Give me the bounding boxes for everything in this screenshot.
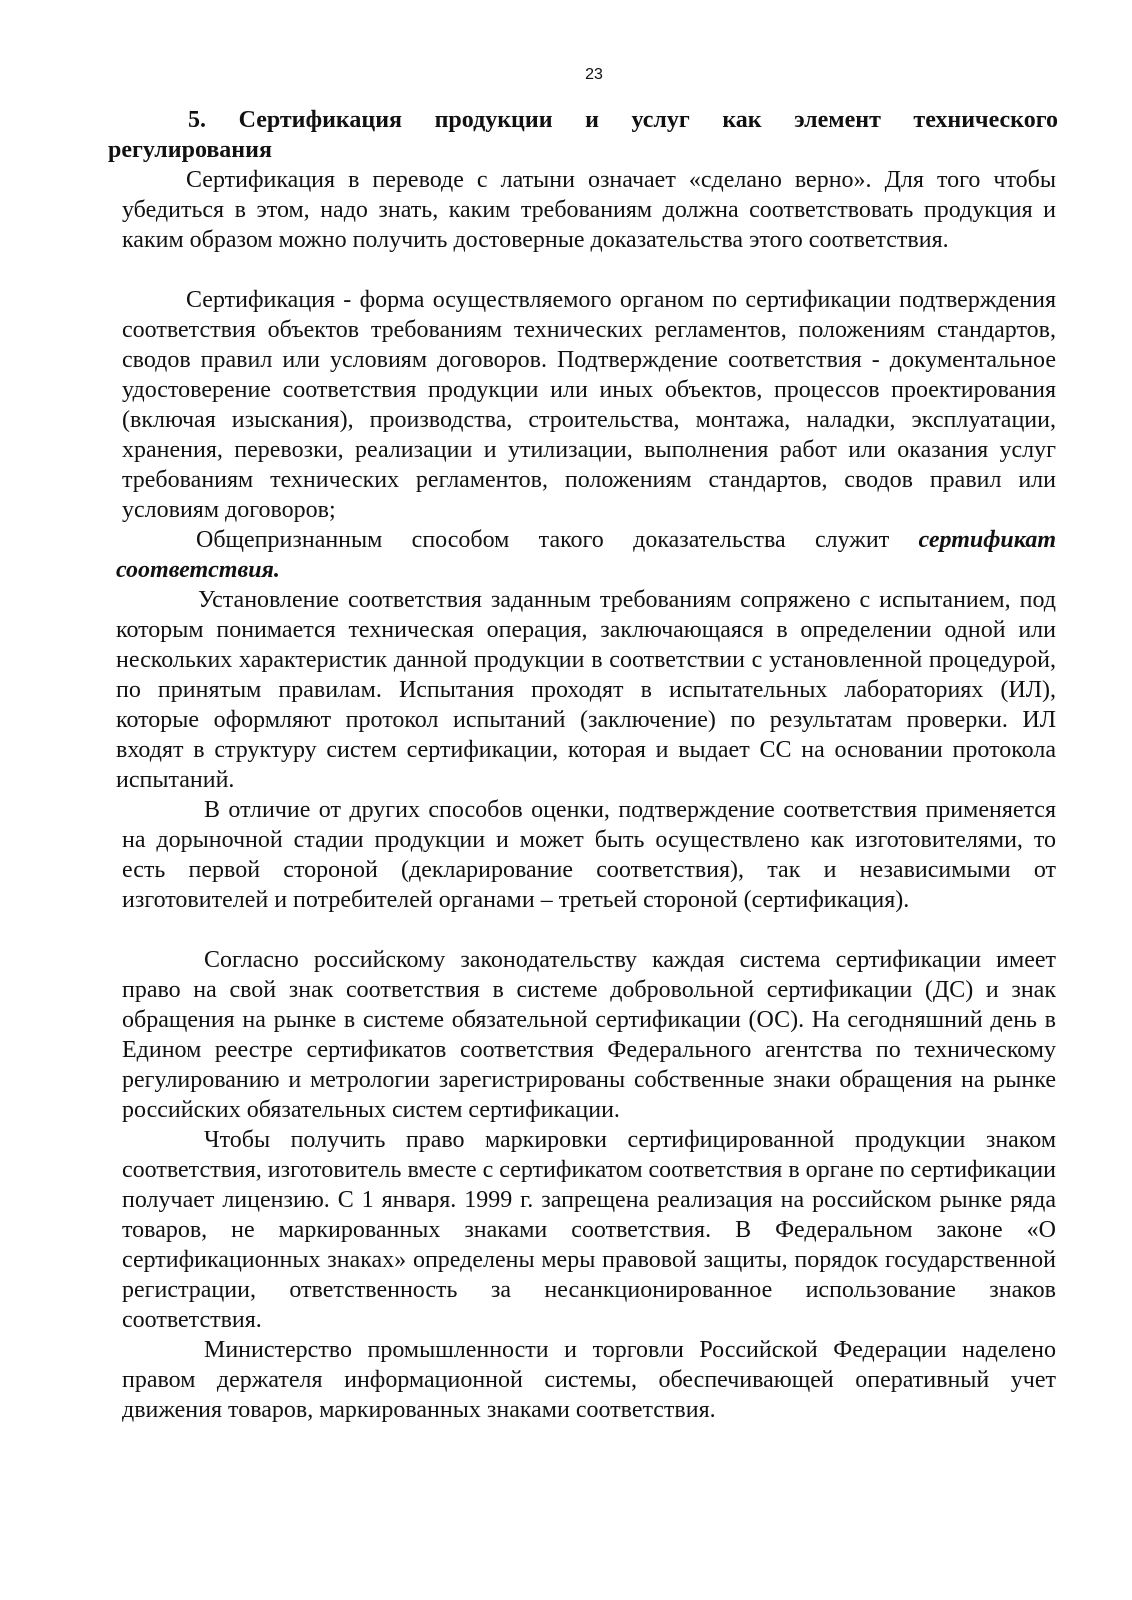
paragraph-1: Сертификация в переводе с латыни означает «сделано верно». Для того чтобы убедиться в этом, надо знать, каким требованиям должна соответствовать продукция и каким образом можно получить достоверные доказательства этого соответствия. [122, 167, 1056, 253]
paragraph-4: Установление соответствия заданным требованиям сопряжено с испытанием, под которым понимается техническая операция, заключающаяся в определении одной или нескольких характеристик данной продукции в соответствии с установленной процедурой, по принятым правилам. Испытания проходят в испытательных лабораториях (ИЛ), которые оформляют протокол испытаний (заключение) по результатам проверки. ИЛ входят в структуру систем сертификации, которая и выдает СС на основании протокола испытаний. [116, 587, 1056, 793]
paragraph-3-block [116, 525, 1056, 585]
paragraph-1-block [122, 165, 1056, 255]
section-heading-line-1: 5. Сертификация продукции и услуг как элемент технического [188, 107, 1058, 133]
paragraph-8: Министерство промышленности и торговли Российской Федерации наделено правом держателя информационной системы, обеспечивающей оперативный учет движения товаров, маркированных знаками соответствия. [122, 1337, 1056, 1423]
paragraph-8-block [122, 1335, 1056, 1425]
paragraph-2-block [122, 285, 1056, 525]
paragraph-4-block [116, 585, 1056, 795]
paragraph-7-block [122, 1125, 1056, 1335]
section-heading [108, 105, 1058, 165]
paragraph-3 [116, 525, 1056, 585]
paragraph-6: Согласно российскому законодательству каждая система сертификации имеет право на свой знак соответствия в системе добровольной сертификации (ДС) и знак обращения на рынке в системе обязательной сертификации (ОС). На сегодняшний день в Едином реестре сертификатов соответствия Федерального агентства по техническому регулированию и метрологии зарегистрированы собственные знаки обращения на рынке российских обязательных систем сертификации. [122, 947, 1056, 1123]
paragraph-6-block [122, 945, 1056, 1125]
paragraph-5-block [122, 795, 1056, 915]
page-number: 23 [585, 66, 603, 83]
paragraph-2: Сертификация - форма осуществляемого органом по сертификации подтверждения соответствия объектов требованиям технических регламентов, положениям стандартов, сводов правил или условиям договоров. Подтверждение соответствия - документальное удостоверение соответствия продукции или иных объектов, процессов проектирования (включая изыскания), производства, строительства, монтажа, наладки, эксплуатации, хранения, перевозки, реализации и утилизации, выполнения работ или оказания услуг требованиям технических регламентов, положениям стандартов, сводов правил или условиям договоров; [122, 287, 1056, 523]
section-heading-line-2: регулирования [108, 137, 272, 163]
paragraph-5: В отличие от других способов оценки, подтверждение соответствия применяется на дорыночной стадии продукции и может быть осуществлено как изготовителями, то есть первой стороной (декларирование соответствия), так и независимыми от изготовителей и потребителей органами – третьей стороной (сертификация). [122, 797, 1056, 913]
paragraph-3-text: Общепризнанным способом такого доказательства служит [196, 527, 919, 553]
paragraph-7: Чтобы получить право маркировки сертифицированной продукции знаком соответствия, изготовитель вместе с сертификатом соответствия в органе по сертификации получает лицензию. С 1 января. 1999 г. запрещена реализация на российском рынке ряда товаров, не маркированных знаками соответствия. В Федеральном законе «О сертификационных знаках» определены меры правовой защиты, порядок государственной регистрации, ответственность за несанкционированное использование знаков соответствия. [122, 1127, 1056, 1333]
paragraph-3-emphasis: сертификат соответствия. [116, 527, 1056, 583]
